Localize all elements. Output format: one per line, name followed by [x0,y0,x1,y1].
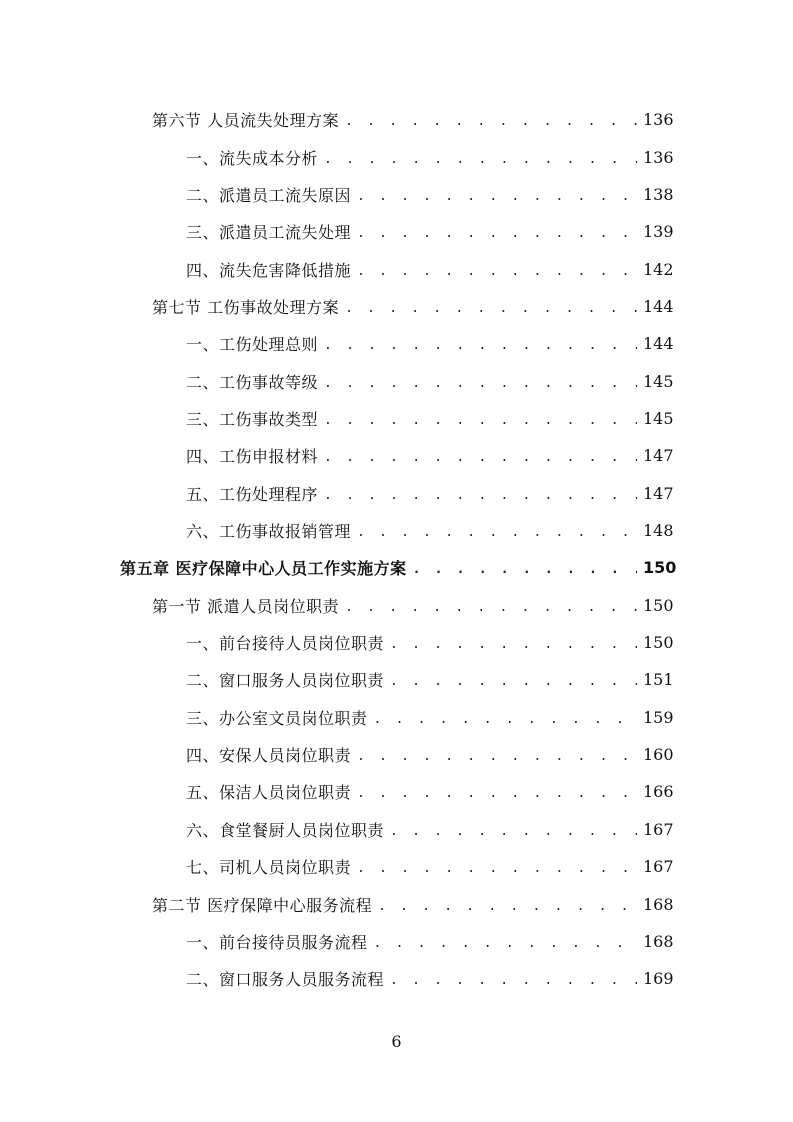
toc-subsection-entry[interactable] [186,811,673,848]
toc-entry-page-number: 167 [643,819,674,839]
toc-section-entry[interactable] [152,587,673,624]
toc-entry-page-number: 168 [643,931,674,951]
toc-entry-label: 五、保洁人员岗位职责 [186,783,352,803]
toc-subsection-entry[interactable] [186,923,673,960]
dot-leader [345,114,637,129]
dot-leader [324,488,637,503]
toc-entry-label: 一、工伤处理总则 [186,335,319,355]
toc-entry-label: 四、工伤申报材料 [186,447,319,467]
toc-entry-label: 第七节 工伤事故处理方案 [152,297,340,317]
dot-leader [357,786,637,801]
toc-entry-label: 二、工伤事故等级 [186,372,319,392]
toc-entry-page-number: 151 [643,670,674,690]
toc-subsection-entry[interactable] [186,400,673,437]
toc-entry-label: 第六节 人员流失处理方案 [152,111,340,131]
toc-section-entry[interactable] [152,885,673,922]
toc-entry-page-number: 168 [643,894,674,914]
toc-entry-page-number: 145 [643,371,674,391]
toc-subsection-entry[interactable] [186,437,673,474]
toc-subsection-entry[interactable] [186,512,673,549]
toc-subsection-entry[interactable] [186,362,673,399]
toc-subsection-entry[interactable] [186,661,673,698]
toc-entry-page-number: 144 [643,296,674,316]
toc-entry-label: 五、工伤处理程序 [186,484,319,504]
toc-entry-page-number: 166 [643,782,674,802]
dot-leader [357,264,637,279]
toc-subsection-entry[interactable] [186,960,673,997]
toc-entry-label: 第五章 医疗保障中心人员工作实施方案 [120,559,407,579]
toc-entry-page-number: 150 [643,558,677,578]
dot-leader [378,899,637,914]
toc-entry-page-number: 150 [643,595,674,615]
toc-entry-label: 七、司机人员岗位职责 [186,858,352,878]
toc-entry-page-number: 136 [643,147,674,167]
toc-entry-label: 六、工伤事故报销管理 [186,522,352,542]
dot-leader [324,376,637,391]
toc-subsection-entry[interactable] [186,213,673,250]
toc-entry-label: 三、办公室文员岗位职责 [186,708,368,728]
toc-subsection-entry[interactable] [186,624,673,661]
dot-leader [345,600,637,615]
toc-entry-label: 四、安保人员岗位职责 [186,746,352,766]
toc-entry-page-number: 147 [643,446,674,466]
dot-leader [390,824,637,839]
dot-leader [374,936,637,951]
dot-leader [357,525,637,540]
toc-section-entry[interactable] [152,288,673,325]
toc-entry-page-number: 150 [643,633,674,653]
toc-entry-label: 二、窗口服务人员岗位职责 [186,671,385,691]
dot-leader [357,861,637,876]
dot-leader [324,338,637,353]
toc-entry-page-number: 159 [643,707,674,727]
dot-leader [345,301,637,316]
toc-entry-page-number: 144 [643,334,674,354]
toc-entry-label: 一、流失成本分析 [186,148,319,168]
dot-leader [357,226,637,241]
toc-entry-page-number: 136 [643,110,674,130]
toc-subsection-entry[interactable] [186,736,673,773]
toc-entry-page-number: 145 [643,408,674,428]
toc-section-entry[interactable] [152,101,673,138]
toc-entry-page-number: 169 [643,969,674,989]
toc-entry-label: 三、工伤事故类型 [186,409,319,429]
dot-leader [390,637,637,652]
toc-subsection-entry[interactable] [186,325,673,362]
toc-entry-label: 二、派遣员工流失原因 [186,185,352,205]
dot-leader [357,749,637,764]
toc-subsection-entry[interactable] [186,475,673,512]
toc-entry-page-number: 160 [643,745,674,765]
toc-entry-page-number: 142 [643,259,674,279]
toc-subsection-entry[interactable] [186,138,673,175]
toc-chapter-entry[interactable] [120,549,677,586]
toc-subsection-entry[interactable] [186,699,673,736]
toc-entry-label: 一、前台接待员服务流程 [186,932,368,952]
dot-leader [357,189,637,204]
toc-entry-label: 一、前台接待人员岗位职责 [186,634,385,654]
dot-leader [374,712,637,727]
page-number: 6 [391,1032,402,1051]
dot-leader [413,562,637,577]
dot-leader [390,973,637,988]
toc-entry-label: 三、派遣员工流失处理 [186,223,352,243]
toc-subsection-entry[interactable] [186,773,673,810]
toc-entry-page-number: 139 [643,222,674,242]
dot-leader [324,450,637,465]
toc-entry-page-number: 147 [643,483,674,503]
toc-subsection-entry[interactable] [186,848,673,885]
toc-entry-label: 六、食堂餐厨人员岗位职责 [186,820,385,840]
dot-leader [324,152,637,167]
toc-entry-label: 第二节 医疗保障中心服务流程 [152,895,373,915]
toc-entry-page-number: 138 [643,184,674,204]
dot-leader [324,413,637,428]
toc-subsection-entry[interactable] [186,250,673,287]
toc-entry-label: 四、流失危害降低措施 [186,260,352,280]
dot-leader [390,674,637,689]
toc-entry-page-number: 148 [643,521,674,541]
toc-subsection-entry[interactable] [186,176,673,213]
toc-entry-page-number: 167 [643,857,674,877]
toc-entry-label: 二、窗口服务人员服务流程 [186,970,385,990]
toc-entry-label: 第一节 派遣人员岗位职责 [152,596,340,616]
